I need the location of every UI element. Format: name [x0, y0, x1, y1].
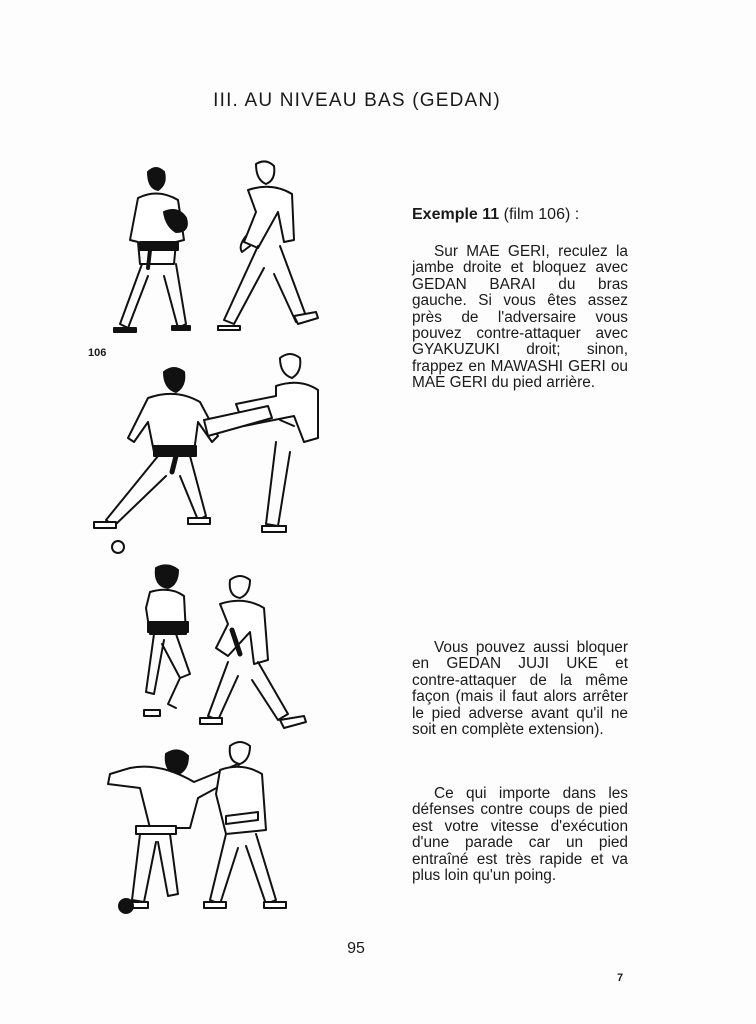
paragraph-1: Sur MAE GERI, reculez la jambe droite et bloquez avec GEDAN BARAI du bras gauche. Si vous êtes assez près de l'adversaire vous pouvez contre-attaquer avec GYAKUZUKI droit; sinon, frappez en MAWASHI GERI ou MAE GERI du pied arrière.: [412, 243, 628, 392]
illustration-ready-stance: [114, 161, 318, 332]
figure-number-label: 106: [88, 347, 107, 359]
paragraph-3: Ce qui importe dans les défenses contre coups de pied est votre vitesse d'exécution d'une parade car un pied entraîné est très rapide et va plus loin qu'un poing.: [412, 785, 628, 885]
figures-drawing: [80, 150, 350, 920]
paragraph-2: Vous pouvez aussi bloquer en GEDAN JUJI UKE et contre-attaquer de la même façon (mais il faut alors arrêter le pied adverse avant qu'il ne soit en complète extension).: [412, 639, 628, 739]
section-title: III. AU NIVEAU BAS (GEDAN): [213, 90, 501, 111]
paragraph-block-1: [412, 244, 628, 392]
example-heading-film: (film 106) :: [499, 206, 580, 223]
corner-mark: 7: [617, 972, 624, 984]
circle-marker-icon: [112, 541, 124, 553]
illustrations-column: [80, 150, 350, 920]
illustration-counter-kick: [108, 742, 286, 913]
example-heading-title: Exemple 11: [412, 206, 500, 223]
page-number: 95: [347, 940, 365, 957]
illustration-gedan-barai: [94, 354, 318, 532]
example-heading: [412, 206, 628, 224]
paragraph-block-2: [412, 640, 628, 738]
paragraph-block-3: [412, 786, 628, 884]
illustration-juji-uke: [144, 565, 306, 728]
